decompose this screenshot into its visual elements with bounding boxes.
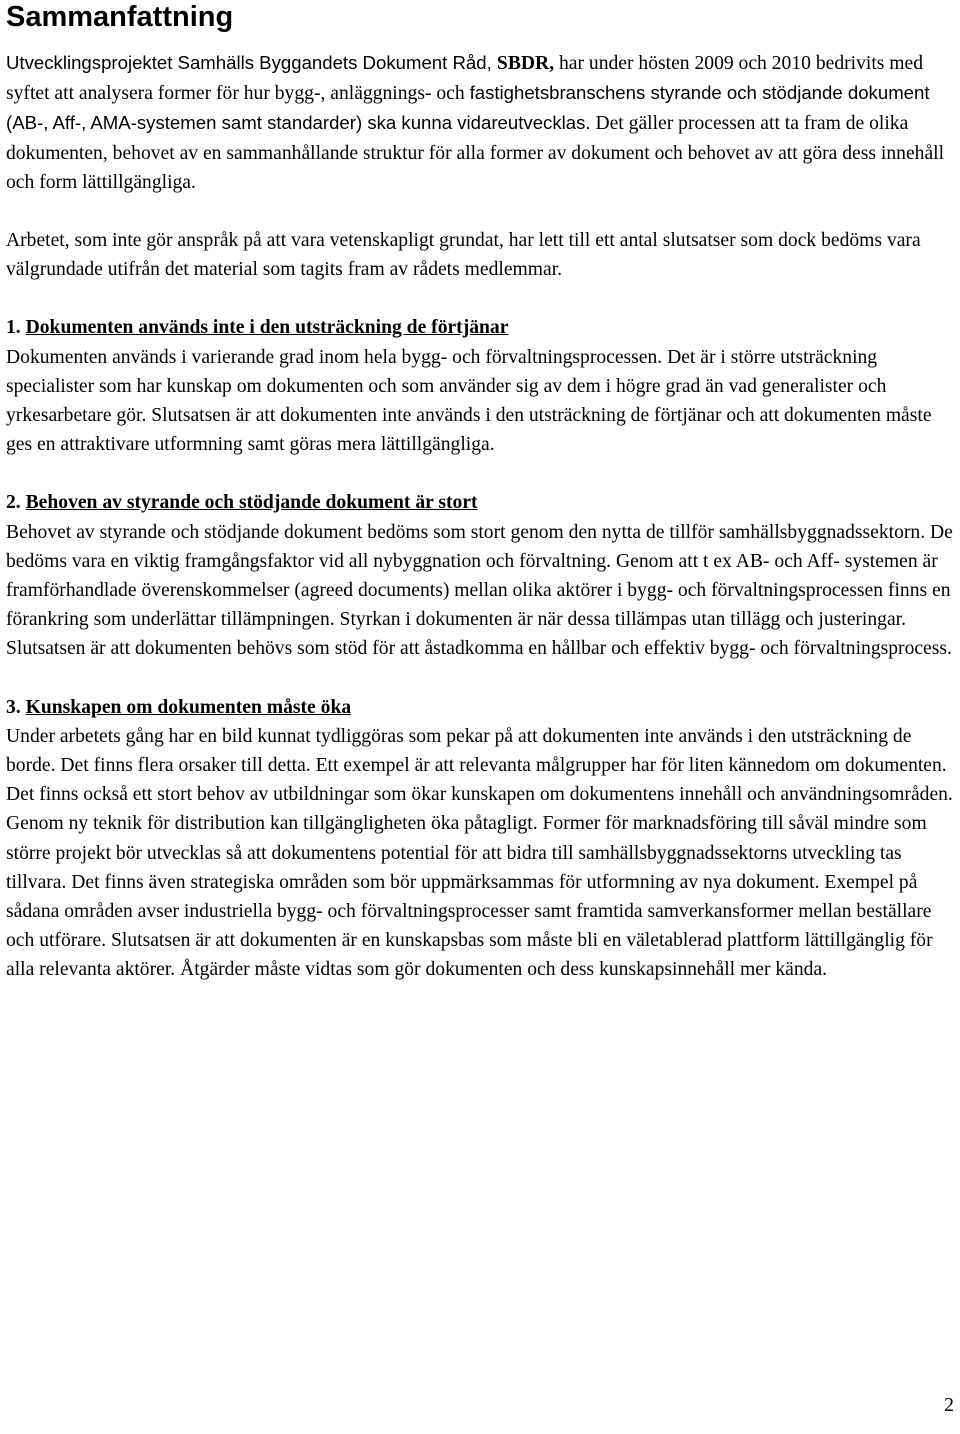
paragraph-gap	[6, 459, 956, 488]
section-body: Dokumenten används i varierande grad inom hela bygg- och förvaltningsprocessen. Det är i större utsträckning specialister som har kunskap om dokumenten och som använder sig av dem i högre grad än vad generalister och yrkesarbetare gör. Slutsatsen är att dokumenten inte används i den utsträckning de förtjänar och att dokumenten måste ges en attraktivare utformning samt göras mera lättillgängliga.	[6, 346, 932, 456]
section-heading	[6, 313, 956, 342]
document-page	[6, 0, 956, 985]
paragraph-gap	[6, 197, 956, 226]
section-title: Behoven av styrande och stödjande dokument är stort	[25, 492, 478, 514]
intro-text-part1: Utvecklingsprojektet Samhälls Byggandets Dokument Råd,	[6, 52, 497, 73]
section-3	[6, 693, 956, 985]
section-number: 1.	[6, 317, 21, 339]
page-number: 2	[944, 1394, 954, 1416]
paragraph-gap	[6, 664, 956, 693]
intro-text-part2: har under hösten 2009 och 2010 bedrivits med syftet att analysera former för hur bygg-, anläggnings- och	[6, 53, 924, 105]
work-paragraph: Arbetet, som inte gör anspråk på att vara vetenskapligt grundat, har lett till ett antal slutsatser som dock bedöms vara välgrundade utifrån det material som tagits fram av rådets medlemmar.	[6, 230, 921, 281]
section-title: Kunskapen om dokumenten måste öka	[25, 696, 352, 718]
section-heading	[6, 488, 956, 517]
page-title: Sammanfattning	[6, 1, 234, 33]
section-heading	[6, 693, 956, 722]
intro-text-part3: fastighetsbranschens styrande och stödjande dokument (AB-, Aff-, AMA-systemen samt standarder) ska kunna vidareutvecklas.	[6, 82, 930, 134]
paragraph-gap	[6, 284, 956, 313]
section-1	[6, 313, 956, 459]
section-title: Dokumenten används inte i den utsträckning de förtjänar	[25, 317, 509, 339]
intro-abbrev: SBDR,	[496, 53, 555, 74]
section-body: Behovet av styrande och stödjande dokument bedöms som stort genom den nytta de tillför samhällsbyggnadssektorn. De bedöms vara en viktig framgångsfaktor vid all nybyggnation och förvaltning. Genom att t ex AB- och Aff- systemen är framförhandlade överenskommelser (agreed documents) mellan olika aktörer i bygg- och förvaltningsprocessen finns en förankring som underlättar tillämpningen. Styrkan i dokumenten är när dessa tillämpas utan tillägg och justeringar. Slutsatsen är att dokumenten behövs som stöd för att åstadkomma en hållbar och effektiv bygg- och förvaltningsprocess.	[6, 521, 953, 660]
section-number: 2.	[6, 492, 21, 514]
intro-text-part4: Det gäller processen att ta fram de olika dokumenten, behovet av en sammanhållande struktur för alla former av dokument och behovet av att göra dess innehåll och form lättillgängliga.	[6, 113, 945, 193]
section-2	[6, 488, 956, 663]
section-number: 3.	[6, 696, 21, 718]
section-body: Under arbetets gång har en bild kunnat tydliggöras som pekar på att dokumenten inte används i den utsträckning de borde. Det finns flera orsaker till detta. Ett exempel är att relevanta målgrupper har för liten kännedom om dokumenten. Det finns också ett stort behov av utbildningar som ökar kunskapen om dokumentens innehåll och användningsområden. Genom ny teknik för distribution kan tillgängligheten öka påtagligt. Former för marknadsföring till såväl mindre som större projekt bör utvecklas så att dokumentens potential för att bidra till samhällsbyggnadssektorns utveckling tas tillvara. Det finns även strategiska områden som bör uppmärksammas för utformning av nya dokument. Exempel på sådana områden avser industriella bygg- och förvaltningsprocesser samt framtida samverkansformer mellan beställare och utförare. Slutsatsen är att dokumenten är en kunskapsbas som måste bli en väletablerad plattform lättillgänglig för alla relevanta aktörer. Åtgärder måste vidtas som gör dokumenten och dess kunskapsinnehåll mer kända.	[6, 725, 953, 981]
intro-paragraph	[6, 48, 956, 197]
